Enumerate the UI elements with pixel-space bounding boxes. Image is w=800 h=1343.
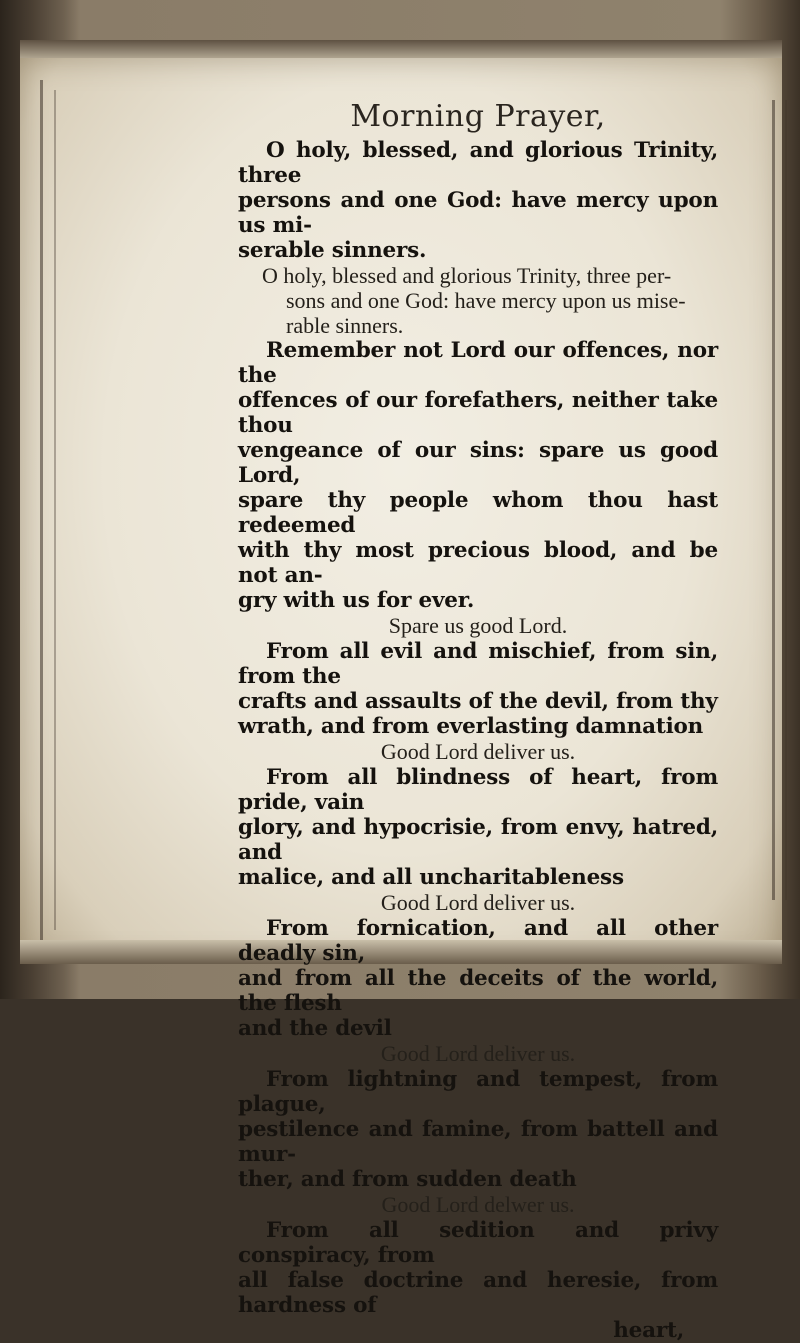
text-line: From all sedition and privy conspiracy, from: [238, 1218, 718, 1268]
response-deliver-2: Good Lord deliver us.: [380, 890, 576, 915]
text-line: From fornication, and all other deadly sin,: [238, 916, 718, 966]
text-line: and the devil: [238, 1016, 392, 1041]
invocation-blackletter: [238, 138, 718, 263]
text-line: rable sinners.: [286, 313, 404, 338]
text-line: spare thy people whom thou hast redeemed: [238, 488, 718, 538]
text-line: all false doctrine and heresie, from hardness of: [238, 1268, 718, 1318]
text-line: persons and one God: have mercy upon us mi-: [238, 188, 718, 238]
text-line: Remember not Lord our offences, nor the: [238, 338, 718, 388]
response-deliver-3: Good Lord deliver us.: [380, 1041, 576, 1066]
right-margin-rule: [772, 100, 775, 900]
text-line: vengeance of our sins: spare us good Lord,: [238, 438, 718, 488]
text-line: From all blindness of heart, from pride, vain: [238, 765, 718, 815]
text-line: sons and one God: have mercy upon us mise-: [286, 288, 686, 313]
left-margin-rule-inner: [54, 90, 56, 930]
text-line: malice, and all uncharitableness: [238, 865, 624, 890]
response-deliver-1: Good Lord deliver us.: [380, 739, 576, 764]
text-line: serable sinners.: [238, 238, 427, 263]
response-deliver-4: Good Lord delwer us.: [381, 1192, 575, 1217]
text-line: O holy, blessed, and glorious Trinity, three: [238, 138, 718, 188]
sedition-paragraph: [238, 1218, 718, 1343]
blindness-paragraph: [238, 765, 718, 890]
invocation-roman: [262, 263, 718, 338]
catchword: heart,: [613, 1318, 684, 1343]
text-line: and from all the deceits of the world, the flesh: [238, 966, 718, 1016]
text-line: crafts and assaults of the devil, from thy: [238, 689, 718, 714]
fornication-paragraph: [238, 916, 718, 1041]
remember-paragraph: [238, 338, 718, 613]
text-line: pestilence and famine, from battell and mur-: [238, 1117, 718, 1167]
lightning-paragraph: [238, 1067, 718, 1192]
text-line: gry with us for ever.: [238, 588, 475, 613]
text-line: From all evil and mischief, from sin, from the: [238, 639, 718, 689]
text-line: offences of our forefathers, neither take thou: [238, 388, 718, 438]
prayer-text-block: [238, 100, 718, 1343]
right-margin-rule-outer: [785, 100, 787, 900]
evil-paragraph: [238, 639, 718, 739]
text-line: ther, and from sudden death: [238, 1167, 577, 1192]
left-margin-rule: [40, 80, 43, 940]
text-line: From lightning and tempest, from plague,: [238, 1067, 718, 1117]
response-spare: Spare us good Lord.: [388, 613, 568, 638]
text-line: with thy most precious blood, and be not an-: [238, 538, 718, 588]
text-line: O holy, blessed and glorious Trinity, three per-: [262, 263, 672, 288]
text-line: glory, and hypocrisie, from envy, hatred, and: [238, 815, 718, 865]
page-title: Morning Prayer,: [350, 99, 606, 134]
text-line: wrath, and from everlasting damnation: [238, 714, 704, 739]
